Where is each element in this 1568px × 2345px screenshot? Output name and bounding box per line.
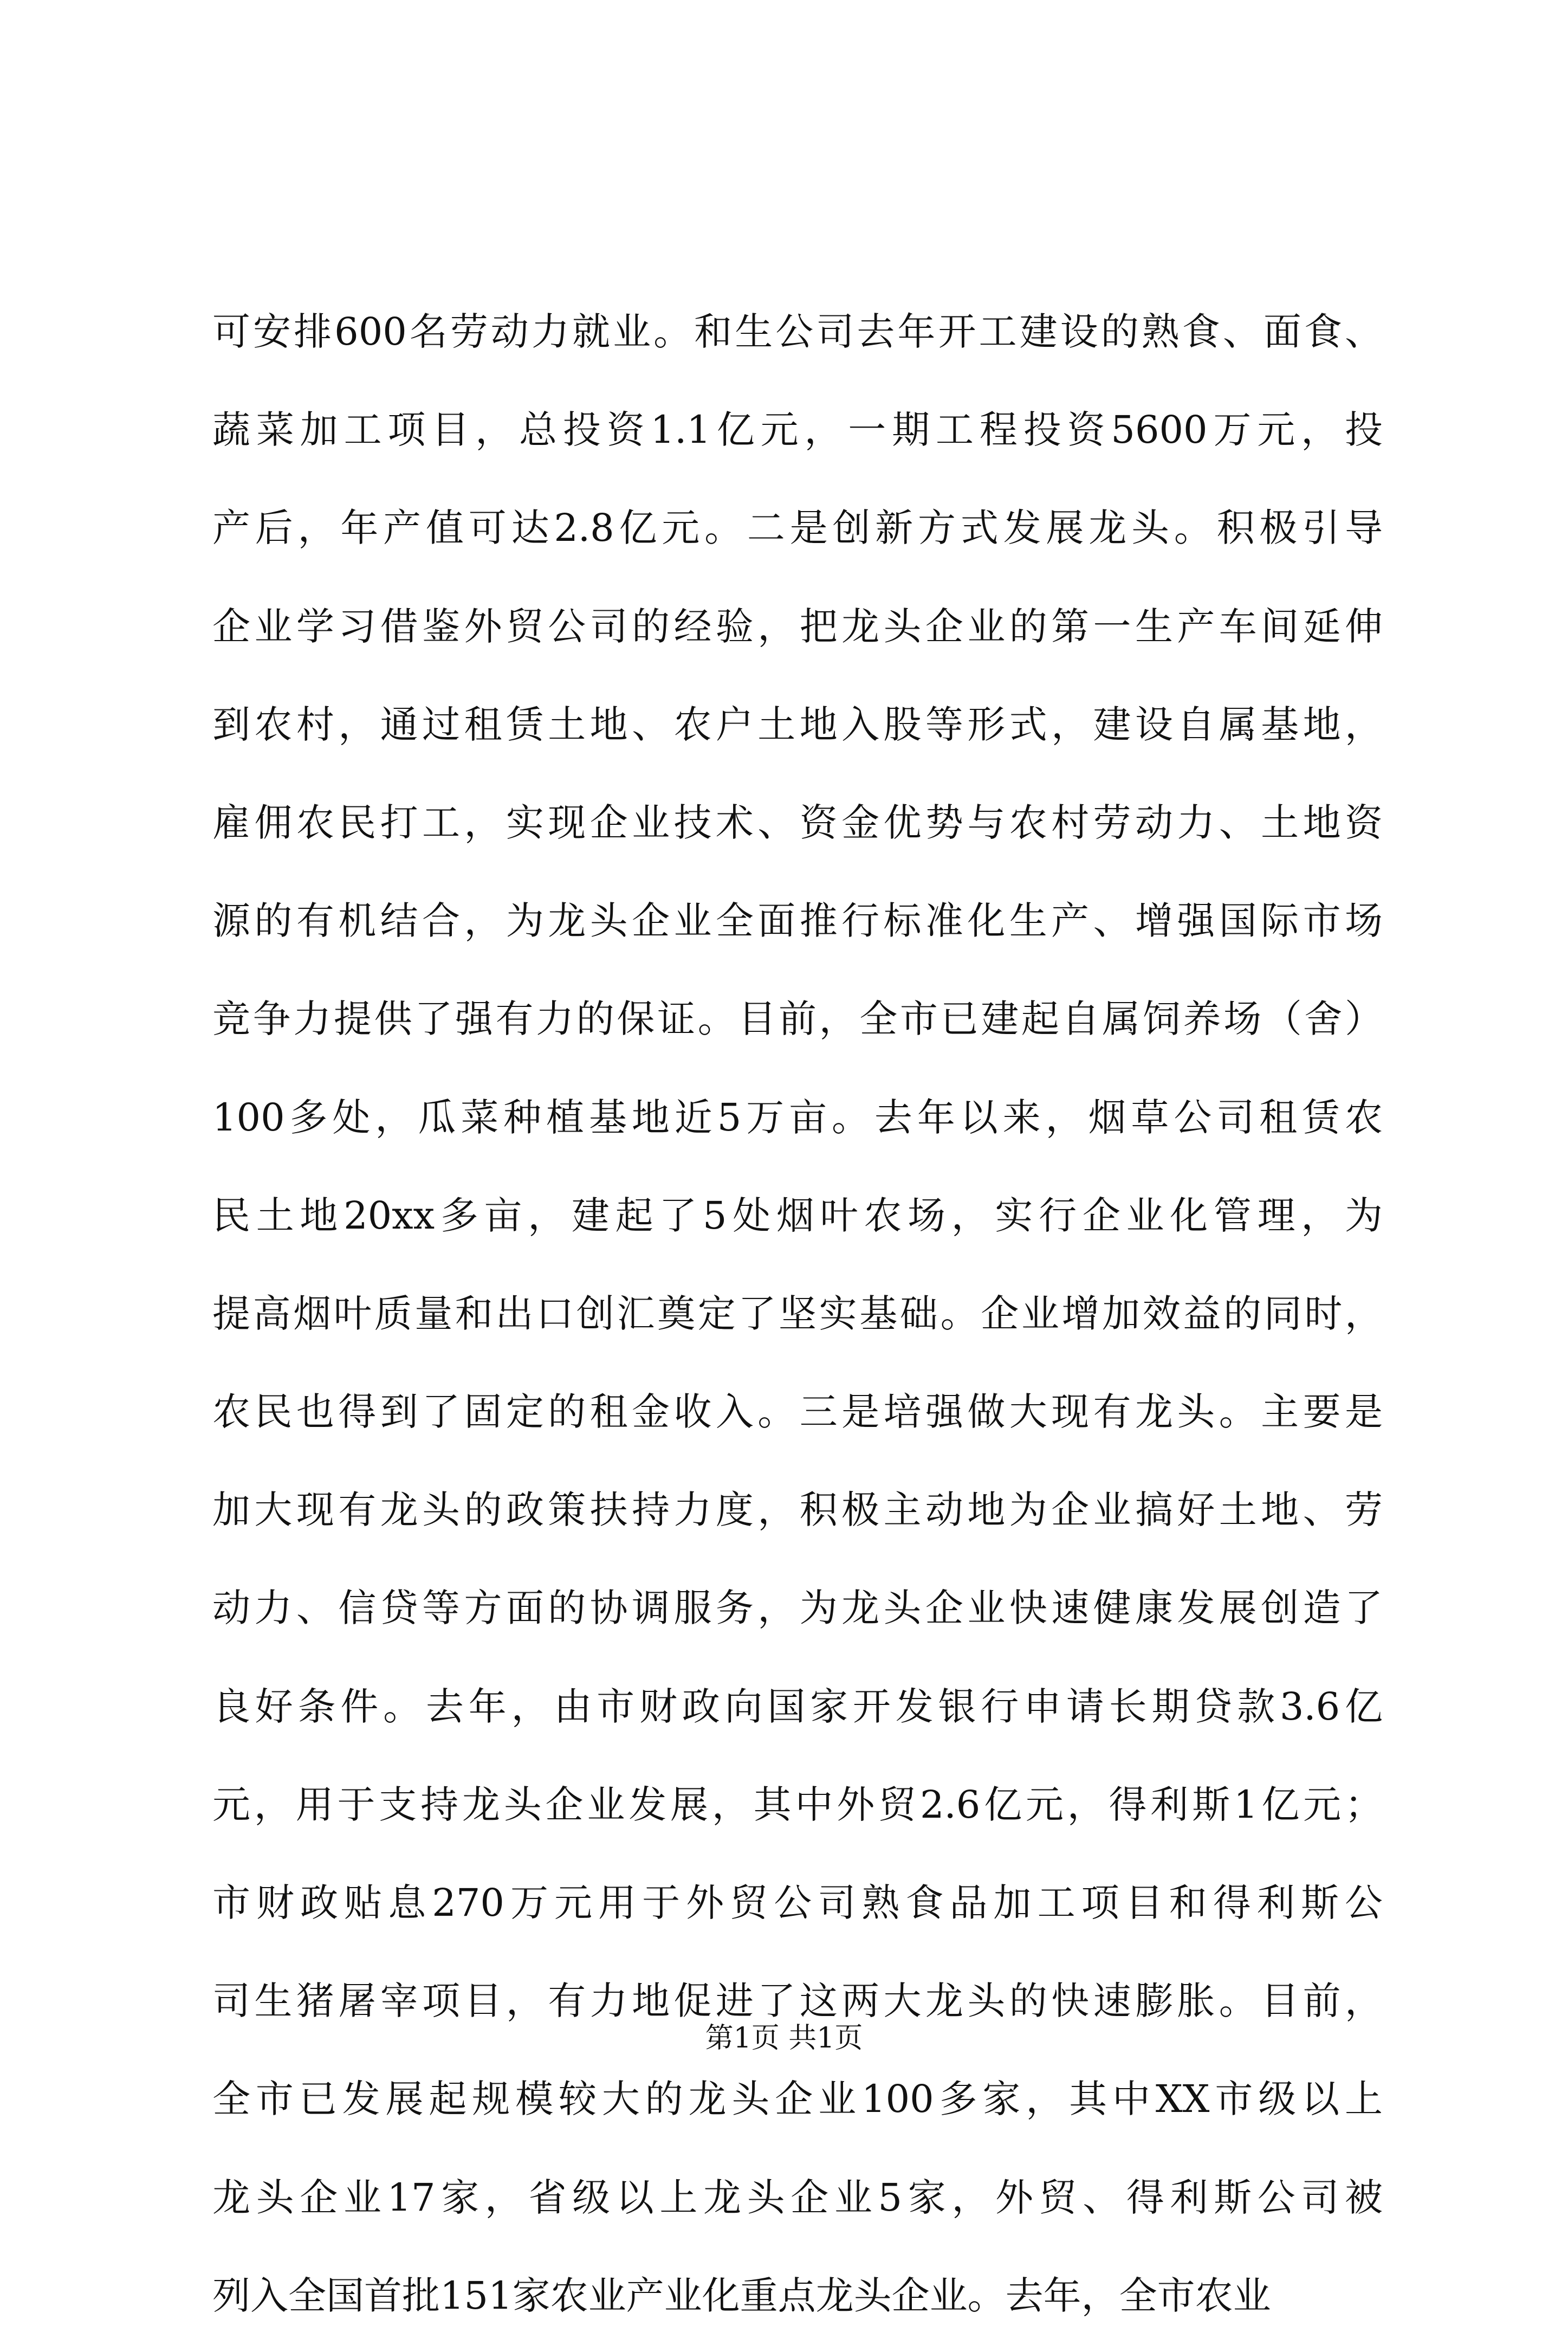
text-line: 市财政贴息270万元用于外贸公司熟食品加工项目和得利斯公 bbox=[212, 1881, 1383, 1925]
text-line: 全市已发展起规模较大的龙头企业100多家，其中XX市级以上 bbox=[212, 2077, 1383, 2122]
text-line: 农民也得到了固定的租金收入。三是培强做大现有龙头。主要是 bbox=[212, 1390, 1383, 1435]
text-line: 雇佣农民打工，实现企业技术、资金优势与农村劳动力、土地资 bbox=[212, 800, 1383, 845]
text-line: 到农村，通过租赁土地、农户土地入股等形式，建设自属基地， bbox=[212, 702, 1383, 747]
page-number: 第1页 共1页 bbox=[705, 2022, 863, 2055]
text-line: 龙头企业17家，省级以上龙头企业5家，外贸、得利斯公司被 bbox=[212, 2175, 1383, 2220]
text-line: 加大现有龙头的政策扶持力度，积极主动地为企业搞好土地、劳 bbox=[212, 1488, 1383, 1533]
text-line: 可安排600名劳动力就业。和生公司去年开工建设的熟食、面食、 bbox=[212, 309, 1383, 354]
text-line: 列入全国首批151家农业产业化重点龙头企业。去年，全市农业 bbox=[212, 2273, 1271, 2318]
text-line: 元，用于支持龙头企业发展，其中外贸2.6亿元，得利斯1亿元； bbox=[212, 1782, 1383, 1827]
text-line: 良好条件。去年，由市财政向国家开发银行申请长期贷款3.6亿 bbox=[212, 1684, 1383, 1729]
text-line: 蔬菜加工项目，总投资1.1亿元，一期工程投资5600万元，投 bbox=[212, 408, 1383, 453]
text-line: 司生猪屠宰项目，有力地促进了这两大龙头的快速膨胀。目前， bbox=[212, 1979, 1383, 2024]
text-line: 100多处，瓜菜种植基地近5万亩。去年以来，烟草公司租赁农 bbox=[212, 1095, 1383, 1140]
text-line: 动力、信贷等方面的协调服务，为龙头企业快速健康发展创造了 bbox=[212, 1586, 1383, 1631]
text-line: 产后，年产值可达2.8亿元。二是创新方式发展龙头。积极引导 bbox=[212, 506, 1383, 551]
text-line: 提高烟叶质量和出口创汇奠定了坚实基础。企业增加效益的同时， bbox=[212, 1291, 1383, 1336]
text-line: 企业学习借鉴外贸公司的经验，把龙头企业的第一生产车间延伸 bbox=[212, 604, 1383, 649]
text-line: 源的有机结合，为龙头企业全面推行标准化生产、增强国际市场 bbox=[212, 899, 1383, 944]
text-line: 民土地20xx多亩，建起了5处烟叶农场，实行企业化管理，为 bbox=[212, 1193, 1383, 1238]
text-line: 竞争力提供了强有力的保证。目前，全市已建起自属饲养场（舍） bbox=[212, 997, 1383, 1042]
page-footer bbox=[0, 2019, 1568, 2057]
